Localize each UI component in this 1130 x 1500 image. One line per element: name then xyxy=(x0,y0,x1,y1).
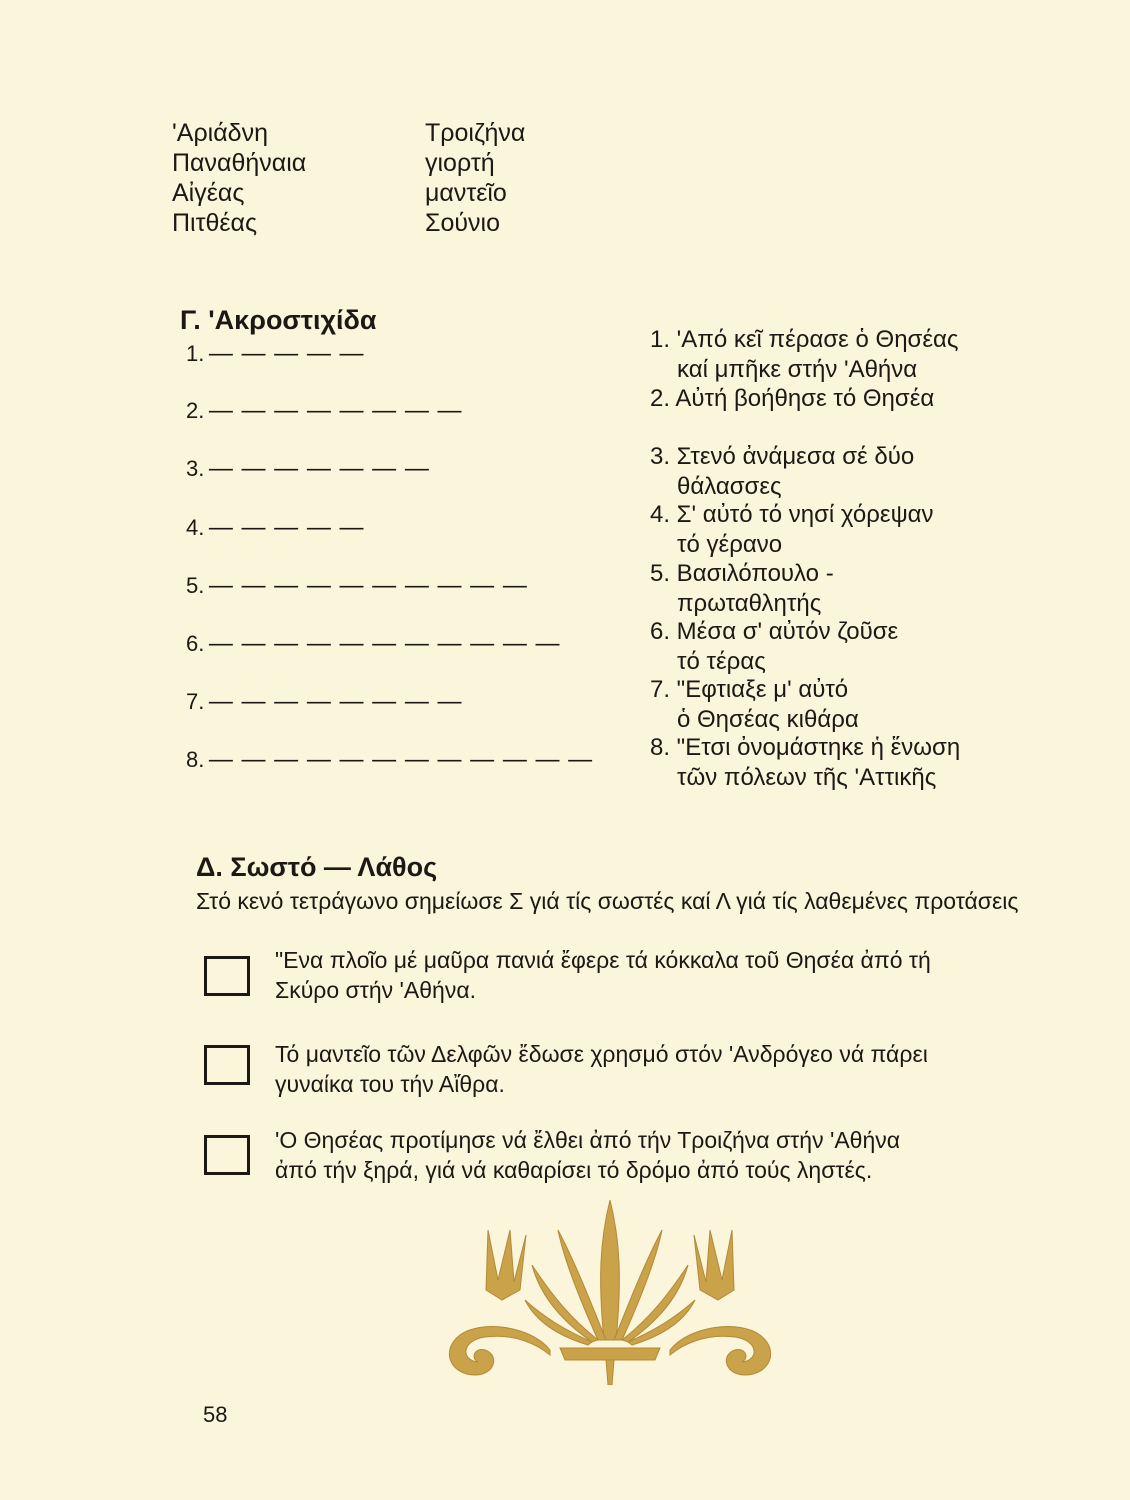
word-item: Τροιζήνα xyxy=(425,119,526,147)
clue-line: 5. Βασιλόπουλο - xyxy=(650,560,834,587)
clue-line: 8. "Ετσι ὀνομάστηκε ἡ ἕνωση xyxy=(650,734,961,761)
answer-blanks[interactable]: — — — — — — — — xyxy=(208,397,463,424)
row-number: 2. xyxy=(186,398,205,423)
clue-line: τῶν πόλεων τῆς 'Αττικῆς xyxy=(677,764,937,791)
clue xyxy=(650,675,859,735)
clue-line: 6. Μέσα σ' αὐτόν ζοῦσε xyxy=(650,618,899,645)
answer-checkbox[interactable] xyxy=(204,1045,250,1085)
word-item: 'Αριάδνη xyxy=(172,119,268,147)
clue-line: 2. Αὐτή βοήθησε τό Θησέα xyxy=(650,385,935,412)
answer-blanks[interactable]: — — — — — xyxy=(208,514,365,541)
statement-line: Σκύρο στήν 'Αθήνα. xyxy=(275,977,477,1003)
word-item: μαντεῖο xyxy=(425,179,507,207)
acrostic-row[interactable] xyxy=(186,630,561,658)
row-number: 4. xyxy=(186,515,205,540)
clue xyxy=(650,325,959,385)
clue xyxy=(650,384,934,414)
acrostic-row[interactable] xyxy=(186,514,364,542)
answer-checkbox[interactable] xyxy=(204,956,250,996)
true-false-instructions: Στό κενό τετράγωνο σημείωσε Σ γιά τίς σωστές καί Λ γιά τίς λαθεμένες προτάσεις xyxy=(196,888,1019,914)
palmette-ornament-icon xyxy=(440,1190,780,1385)
clue-line: 7. "Εφτιαξε μ' αὐτό xyxy=(650,676,849,703)
word-item: γιορτή xyxy=(425,149,495,177)
answer-blanks[interactable]: — — — — — — — — — — — — xyxy=(208,746,594,773)
acrostic-title: Γ. 'Ακροστιχίδα xyxy=(180,305,377,335)
clue xyxy=(650,442,914,502)
row-number: 8. xyxy=(186,747,205,772)
clue-line: 1. 'Από κεῖ πέρασε ὁ Θησέας xyxy=(650,326,959,353)
clue-line: τό γέρανο xyxy=(677,531,783,558)
word-item: Σούνιο xyxy=(425,209,500,237)
page-number: 58 xyxy=(203,1402,228,1427)
row-number: 7. xyxy=(186,689,205,714)
word-item: Αἰγέας xyxy=(172,179,245,207)
clue-line: τό τέρας xyxy=(677,648,766,675)
statement-line: Τό μαντεῖο τῶν Δελφῶν ἔδωσε χρησμό στόν 'Ανδρόγεο νά πάρει xyxy=(275,1041,928,1067)
clue-line: 4. Σ' αὐτό τό νησί χόρεψαν xyxy=(650,501,934,528)
clue-line: ὁ Θησέας κιθάρα xyxy=(677,706,859,733)
clue-line: θάλασσες xyxy=(677,473,782,500)
row-number: 5. xyxy=(186,573,205,598)
statement-line: 'Ο Θησέας προτίμησε νά ἔλθει ἀπό τήν Τροιζήνα στήν 'Αθήνα xyxy=(275,1127,901,1153)
answer-checkbox[interactable] xyxy=(204,1135,250,1175)
clue xyxy=(650,733,960,793)
acrostic-row[interactable] xyxy=(186,572,528,600)
statement xyxy=(275,1039,1065,1099)
row-number: 1. xyxy=(186,341,205,366)
word-list-col2 xyxy=(425,118,525,238)
answer-blanks[interactable]: — — — — — — — — xyxy=(208,688,463,715)
answer-blanks[interactable]: — — — — — xyxy=(208,340,365,367)
acrostic-row[interactable] xyxy=(186,455,430,483)
word-item: Πιτθέας xyxy=(172,209,258,237)
word-list-col1 xyxy=(172,118,306,238)
answer-blanks[interactable]: — — — — — — — — — — xyxy=(208,572,528,599)
clue-line: καί μπῆκε στήν 'Αθήνα xyxy=(677,356,918,383)
clue xyxy=(650,559,834,619)
statement-line: γυναίκα του τήν Αἴθρα. xyxy=(275,1071,505,1097)
row-number: 6. xyxy=(186,631,205,656)
acrostic-row[interactable] xyxy=(186,340,364,368)
clue xyxy=(650,617,898,677)
statement-line: "Ενα πλοῖο μέ μαῦρα πανιά ἔφερε τά κόκκαλα τοῦ Θησέα ἀπό τή xyxy=(275,947,931,973)
clue-line: πρωταθλητής xyxy=(677,590,822,617)
clue-line: 3. Στενό ἀνάμεσα σέ δύο xyxy=(650,443,915,470)
statement xyxy=(275,1125,1065,1185)
statement xyxy=(275,945,1065,1005)
word-item: Παναθήναια xyxy=(172,149,307,177)
acrostic-row[interactable] xyxy=(186,397,463,425)
answer-blanks[interactable]: — — — — — — — — — — — xyxy=(208,630,561,657)
answer-blanks[interactable]: — — — — — — — xyxy=(208,455,430,482)
true-false-title: Δ. Σωστό — Λάθος xyxy=(196,852,438,882)
clue xyxy=(650,500,934,560)
statement-line: ἀπό τήν ξηρά, γιά νά καθαρίσει τό δρόμο ἀπό τούς ληστές. xyxy=(275,1157,873,1183)
row-number: 3. xyxy=(186,456,205,481)
acrostic-row[interactable] xyxy=(186,688,463,716)
acrostic-row[interactable] xyxy=(186,746,593,774)
